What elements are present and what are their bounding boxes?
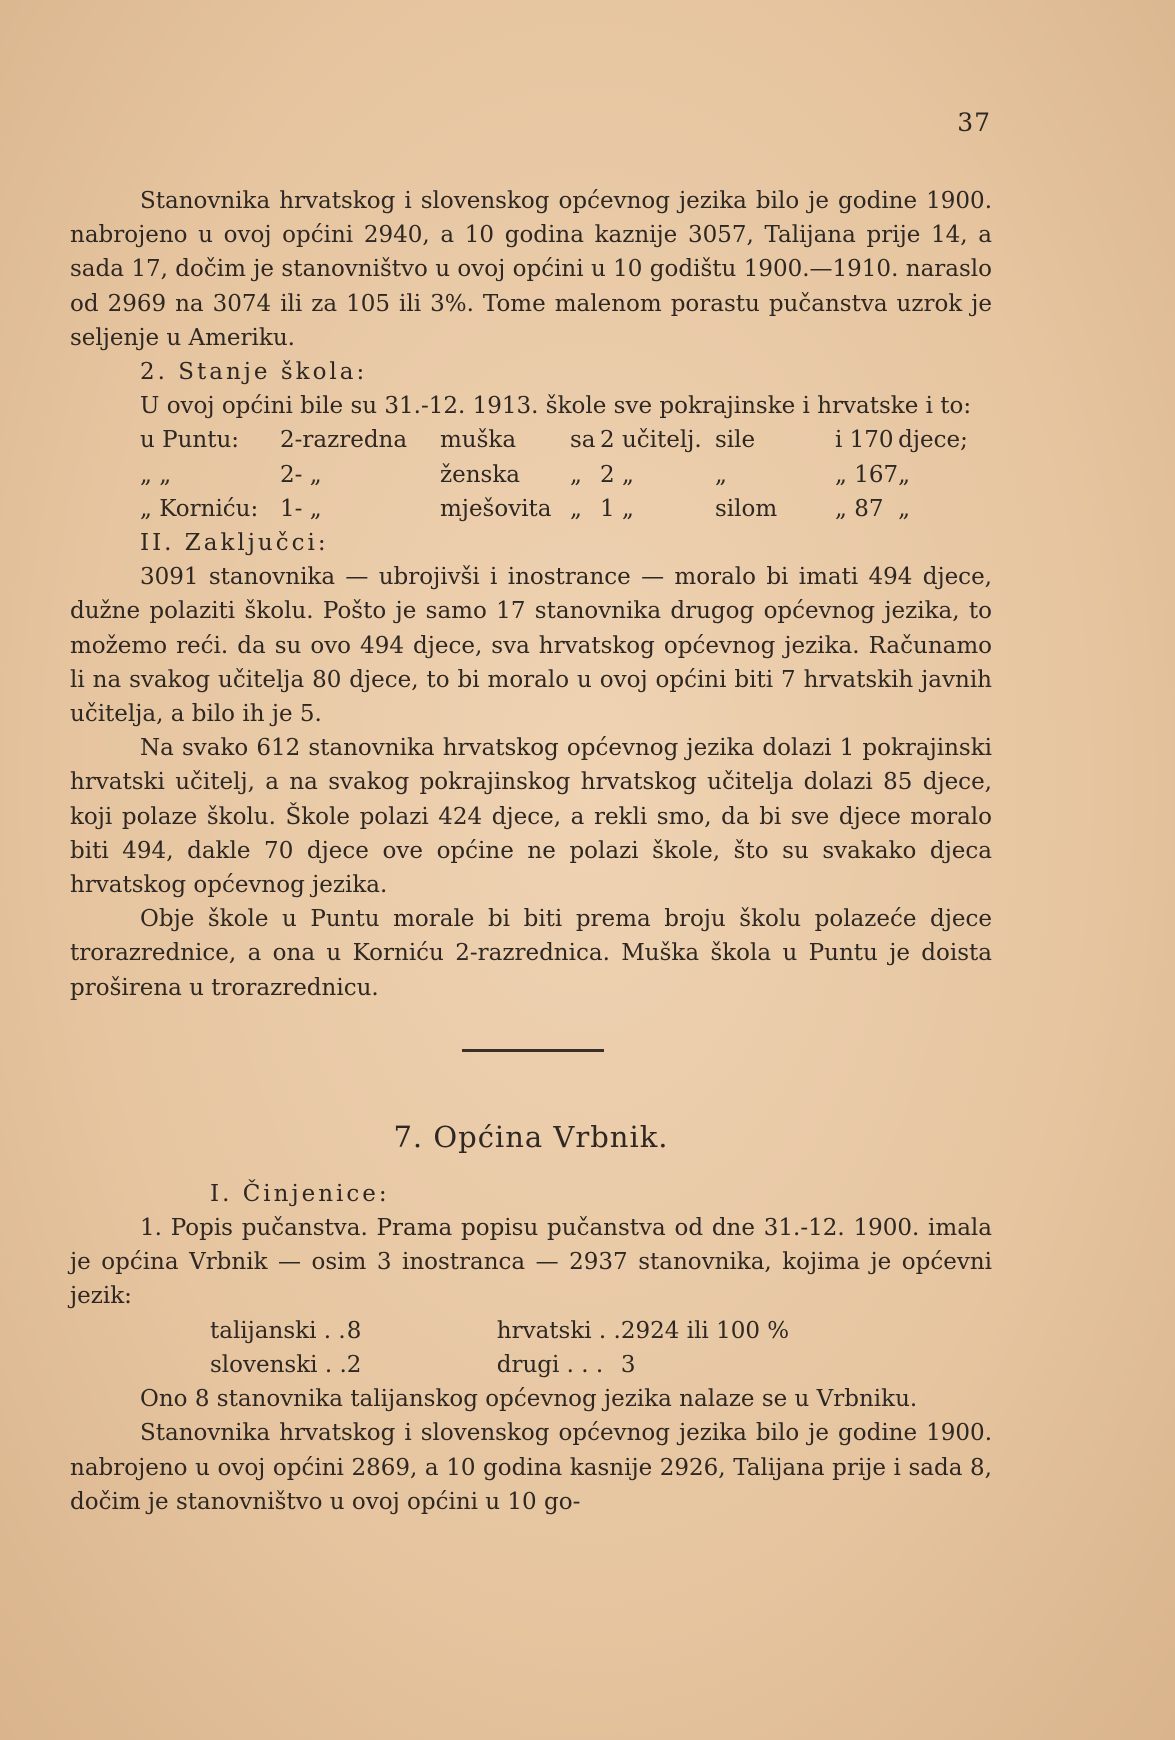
conclusions-paragraph-1: 3091 stanovnika — ubrojivši i inostrance — moralo bi imati 494 djece, dužne polaziti školu. Pošto je samo 17 stanovnika drugog općevnog jezika, to možemo reći. da su ovo 494 djece, sva hrvatskog općevnog jezika. Računamo li na svakog učitelja 80 djece, to bi moralo u ovoj općini biti 7 hrvatskih javnih učitelja, a bilo ih je 5. bbox=[70, 564, 992, 728]
table-cell: 8 bbox=[346, 1317, 362, 1344]
table-cell: i 170 bbox=[835, 427, 894, 454]
section-title: 7. Općina Vrbnik. bbox=[393, 1119, 669, 1154]
table-cell: „ bbox=[570, 495, 582, 522]
table-cell: 2-razredna bbox=[280, 427, 408, 454]
schools-paragraph: U ovoj općini bile su 31.-12. 1913. škole sve pokrajinske i hrvatske i to: bbox=[140, 393, 972, 420]
table-cell: talijanski . . bbox=[210, 1317, 346, 1344]
section-divider bbox=[462, 1049, 604, 1052]
page-number: 37 bbox=[957, 108, 991, 137]
table-row bbox=[210, 1314, 789, 1348]
conclusions-paragraph-2: Na svako 612 stanovnika hrvatskog općevnog jezika dolazi 1 pokrajinski hrvatski učitelj, a na svakog pokrajinskog hrvatskog učitelja dolazi 85 djece, koji polaze školu. Škole polazi 424 djece, a rekli smo, da bi sve djece moralo biti 494, dakle 70 djece ove općine ne polazi škole, što su svakako djeca hrvatskog općevnog jezika. bbox=[70, 735, 992, 899]
conclusions-paragraph-3: Obje škole u Puntu morale bi biti prema broju školu polazeće djece trorazrednice, a ona u Korniću 2-razrednica. Muška škola u Puntu je doista proširena u trorazrednicu. bbox=[70, 906, 992, 1001]
section-divider-area bbox=[70, 1005, 992, 1115]
table-cell: „ „ bbox=[140, 461, 172, 488]
facts-heading: I. Činjenice: bbox=[210, 1180, 390, 1207]
table-cell: „ bbox=[570, 461, 582, 488]
table-cell: u Puntu: bbox=[140, 427, 240, 454]
census-paragraph: 1. Popis pučanstva. Prama popisu pučanstva od dne 31.-12. 1900. imala je općina Vrbnik — osim 3 inostranca — 2937 stanovnika, kojima je općevni jezik: bbox=[70, 1215, 992, 1310]
table-cell: drugi . . . bbox=[496, 1351, 604, 1378]
table-cell: 2 „ bbox=[600, 461, 634, 488]
table-cell: „ 87 bbox=[835, 495, 884, 522]
languages-table bbox=[210, 1314, 789, 1382]
table-cell: ženska bbox=[440, 461, 520, 488]
italian-paragraph: Ono 8 stanovnika talijanskog općevnog jezika nalaze se u Vrbniku. bbox=[140, 1386, 918, 1413]
table-cell: mješovita bbox=[440, 495, 552, 522]
table-cell: „ bbox=[715, 461, 727, 488]
table-cell: „ bbox=[898, 461, 911, 488]
table-cell: 2- „ bbox=[280, 461, 322, 488]
table-cell: sile bbox=[715, 427, 756, 454]
table-row bbox=[140, 423, 968, 457]
table-cell: 2 bbox=[346, 1351, 362, 1378]
table-cell: hrvatski . . bbox=[496, 1317, 621, 1344]
population-paragraph: Stanovnika hrvatskog i slovenskog općevnog jezika bilo je godine 1900. nabrojeno u ovoj općini 2940, a 10 godina kaznije 3057, Talijana prije 14, a sada 17, dočim je stanovništvo u ovoj općini u 10 godištu 1900.—1910. naraslo od 2969 na 3074 ili za 105 ili 3%. Tome malenom porastu pučanstva uzrok je seljenje u Ameriku. bbox=[70, 188, 992, 351]
table-row bbox=[140, 458, 968, 492]
table-cell: „ bbox=[898, 495, 911, 522]
table-cell: 3 bbox=[620, 1351, 636, 1378]
table-cell: muška bbox=[440, 427, 517, 454]
page-content bbox=[70, 184, 992, 1519]
schools-table bbox=[140, 423, 968, 526]
table-cell: slovenski . . bbox=[210, 1351, 347, 1378]
table-cell: 2924 ili 100 % bbox=[620, 1317, 790, 1344]
conclusions-heading: II. Zaključci: bbox=[140, 530, 329, 557]
table-cell: djece; bbox=[898, 427, 968, 454]
table-row bbox=[140, 492, 968, 526]
table-cell: 2 učitelj. bbox=[600, 427, 702, 454]
table-cell: sa bbox=[570, 427, 596, 454]
table-cell: 1 „ bbox=[600, 495, 634, 522]
table-cell: 1- „ bbox=[280, 495, 322, 522]
table-row bbox=[210, 1348, 789, 1382]
table-cell: silom bbox=[715, 495, 778, 522]
population-paragraph-vrbnik: Stanovnika hrvatskog i slovenskog općevnog jezika bilo je godine 1900. nabrojeno u ovoj općini 2869, a 10 godina kasnije 2926, Talijana prije i sada 8, dočim je stanovništvo u ovoj općini u 10 go- bbox=[70, 1420, 992, 1515]
schools-heading: 2. Stanje škola: bbox=[140, 359, 368, 386]
table-cell: „ Korniću: bbox=[140, 495, 259, 522]
table-cell: „ 167 bbox=[835, 461, 899, 488]
